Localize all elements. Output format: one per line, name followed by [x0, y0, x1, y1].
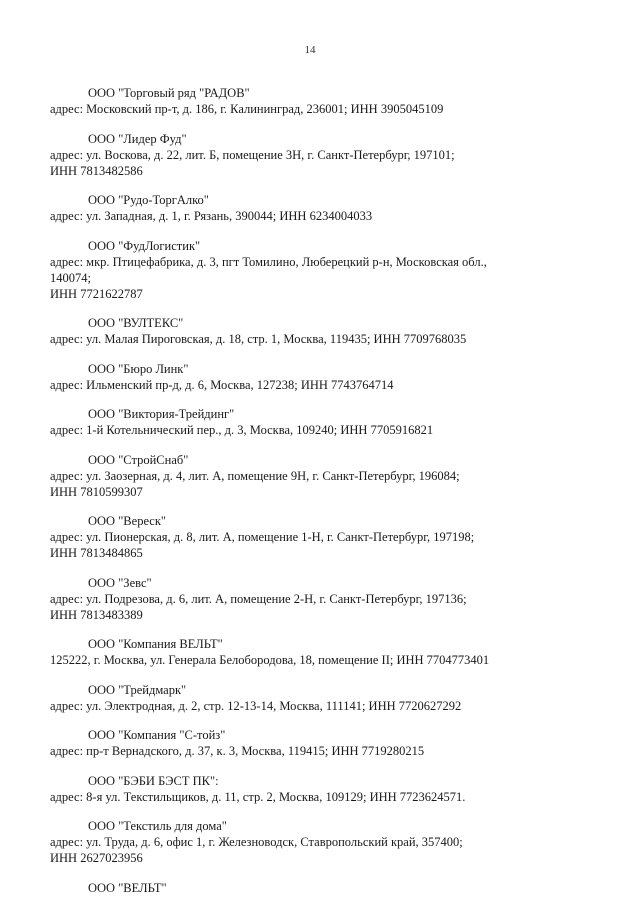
company-name: ООО "ВЕЛЬТ"	[88, 880, 167, 895]
company-name: ООО "Рудо-ТоргАлко"	[88, 193, 209, 207]
company-address: адрес: ул. Воскова, д. 22, лит. Б, помещение 3Н, г. Санкт-Петербург, 197101; ИНН 7813482586	[50, 147, 455, 178]
company-entry	[50, 452, 610, 500]
company-address: адрес: пр-т Вернадского, д. 37, к. 3, Москва, 119415; ИНН 7719280215	[50, 744, 425, 758]
company-entry	[50, 818, 610, 866]
company-name: ООО "Лидер Фуд"	[88, 131, 187, 146]
company-entry	[50, 575, 610, 623]
company-name: ООО "ФудЛогистик"	[88, 238, 201, 253]
company-name: ООО "БЭБИ БЭСТ ПК":	[88, 773, 219, 788]
company-entry	[50, 636, 610, 668]
company-name: ООО "СтройСнаб"	[88, 452, 189, 467]
company-address: адрес: 1-й Котельнический пер., д. 3, Москва, 109240; ИНН 7705916821	[50, 423, 434, 437]
company-address: адрес: ул. Электродная, д. 2, стр. 12-13-14, Москва, 111141; ИНН 7720627292	[50, 698, 462, 713]
company-address: адрес: ул. Труда, д. 6, офис 1, г. Железноводск, Ставропольский край, 357400; ИНН 2627023956	[50, 835, 463, 865]
company-address: 125222, г. Москва, ул. Генерала Белобородова, 18, помещение II; ИНН 7704773401	[50, 653, 490, 667]
company-entry	[50, 406, 610, 438]
company-name: ООО "Бюро Линк"	[88, 361, 189, 376]
company-address: адрес: мкр. Птицефабрика, д. 3, пгт Томилино, Люберецкий р-н, Московская обл., 140074; ИНН 7721622787	[50, 254, 487, 301]
company-address: адрес: ул. Подрезова, д. 6, лит. А, помещение 2-Н, г. Санкт-Петербург, 197136; ИНН 7813483389	[50, 591, 467, 622]
company-entry	[50, 192, 610, 224]
company-name: ООО "ВУЛТЕКС"	[88, 316, 184, 330]
company-name: ООО "Зевс"	[88, 575, 152, 590]
company-name: ООО "Виктория-Трейдинг"	[88, 407, 235, 421]
company-list	[50, 85, 610, 909]
company-entry	[50, 513, 610, 561]
company-name: ООО "Текстиль для дома"	[88, 819, 227, 833]
company-address: адрес: ул. Малая Пироговская, д. 18, стр. 1, Москва, 119435; ИНН 7709768035	[50, 332, 467, 346]
company-entry	[50, 361, 610, 393]
company-address: адрес: ул. Западная, д. 1, г. Рязань, 390044; ИНН 6234004033	[50, 209, 373, 223]
company-address: адрес: Ильменский пр-д, д. 6, Москва, 127238; ИНН 7743764714	[50, 377, 394, 392]
company-name: ООО "Компания "С-тойз"	[88, 728, 226, 742]
company-entry	[50, 85, 610, 117]
company-address: адрес: ул. Заозерная, д. 4, лит. А, помещение 9Н, г. Санкт-Петербург, 196084; ИНН 7810599307	[50, 468, 460, 499]
company-name: ООО "Трейдмарк"	[88, 682, 187, 697]
company-address: адрес: Московский пр-т, д. 186, г. Калининград, 236001; ИНН 3905045109	[50, 102, 444, 116]
company-entry	[50, 773, 610, 805]
company-entry	[50, 682, 610, 714]
company-name: ООО "Компания ВЕЛЬТ"	[88, 637, 223, 651]
company-entry	[50, 727, 610, 759]
company-name: ООО "Вереск"	[88, 514, 167, 528]
company-entry	[50, 315, 610, 347]
company-entry	[50, 131, 610, 179]
company-entry	[50, 238, 610, 302]
company-address: адрес: ул. Пионерская, д. 8, лит. А, помещение 1-Н, г. Санкт-Петербург, 197198; ИНН 7813484865	[50, 530, 475, 560]
page-number: 14	[304, 44, 316, 56]
company-address: адрес: 8-я ул. Текстильщиков, д. 11, стр. 2, Москва, 109129; ИНН 7723624571.	[50, 789, 466, 804]
company-entry	[50, 880, 610, 896]
company-name: ООО "Торговый ряд "РАДОВ"	[88, 86, 250, 100]
